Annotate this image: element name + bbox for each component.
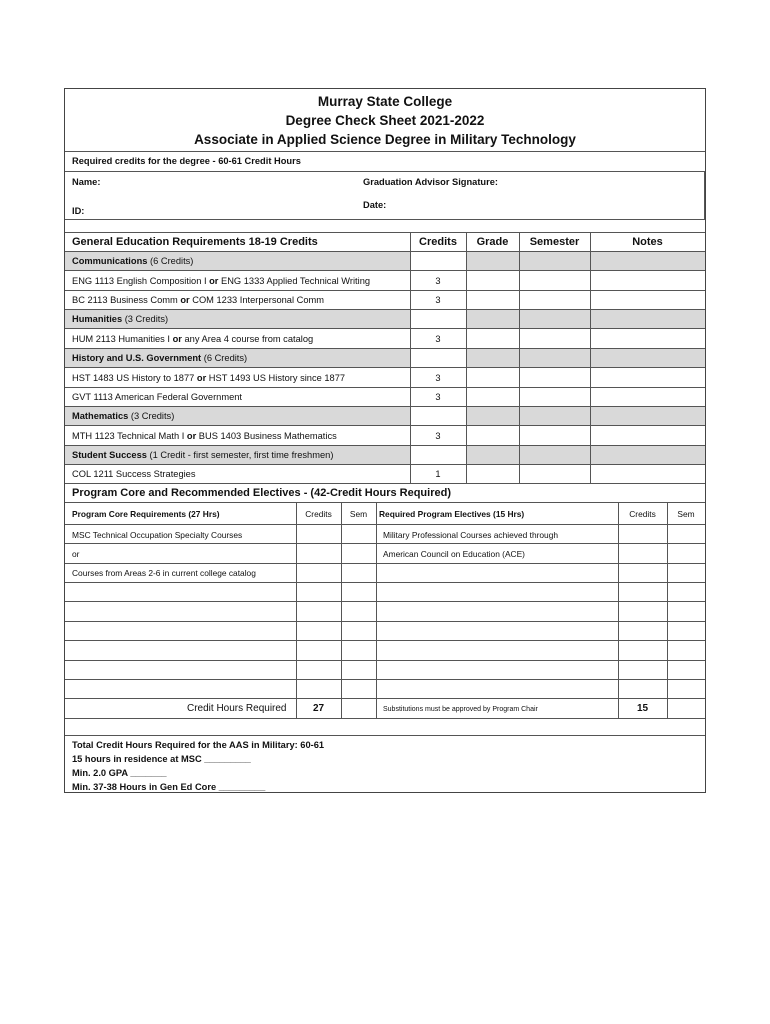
elective-sem-header: Sem <box>677 509 695 519</box>
course-row: BC 2113 Business Comm or COM 1233 Interpersonal Comm <box>72 295 324 305</box>
core-credits-header: Credits <box>305 509 332 519</box>
col-grade: Grade <box>476 236 509 248</box>
col-notes: Notes <box>632 236 663 248</box>
footer-gpa: Min. 2.0 GPA _______ <box>72 768 167 778</box>
footer-gen-ed: Min. 37-38 Hours in Gen Ed Core _________ <box>72 782 266 792</box>
credit-hours-required-label: Credit Hours Required <box>187 703 287 714</box>
footer-residence: 15 hours in residence at MSC _________ <box>72 754 251 764</box>
id-label: ID: <box>72 206 85 216</box>
course-credits: 3 <box>435 373 441 383</box>
core-header: Program Core Requirements (27 Hrs) <box>72 509 220 519</box>
elective-total: 15 <box>636 703 649 714</box>
course-credits: 3 <box>435 295 441 305</box>
col-semester: Semester <box>529 236 580 248</box>
advisor-signature-label: Graduation Advisor Signature: <box>363 177 498 187</box>
group-student-success: Student Success (1 Credit - first semester, first time freshmen) <box>72 450 334 460</box>
course-credits: 3 <box>435 392 441 402</box>
name-label: Name: <box>72 177 101 187</box>
course-row: ENG 1113 English Composition I or ENG 1333 Applied Technical Writing <box>72 276 371 286</box>
date-label: Date: <box>363 200 387 210</box>
group-mathematics: Mathematics (3 Credits) <box>72 411 175 421</box>
elective-row: American Council on Education (ACE) <box>383 549 525 559</box>
course-row: MTH 1123 Technical Math I or BUS 1403 Business Mathematics <box>72 431 337 441</box>
core-row: MSC Technical Occupation Specialty Courses <box>72 530 243 540</box>
required-credits: Required credits for the degree - 60-61 Credit Hours <box>72 156 301 166</box>
course-row: HST 1483 US History to 1877 or HST 1493 US History since 1877 <box>72 373 346 383</box>
core-total: 27 <box>312 703 325 714</box>
footer-total: Total Credit Hours Required for the AAS in Military: 60-61 <box>72 740 325 750</box>
group-humanities: Humanities (3 Credits) <box>72 314 169 324</box>
degree-title: Associate in Applied Science Degree in Military Technology <box>194 132 576 147</box>
degree-check-sheet <box>64 88 706 793</box>
elective-credits-header: Credits <box>629 509 656 519</box>
elective-row: Military Professional Courses achieved through <box>383 530 559 540</box>
core-row: Courses from Areas 2-6 in current college catalog <box>72 568 256 578</box>
col-credits: Credits <box>419 236 457 248</box>
group-history: History and U.S. Government (6 Credits) <box>72 353 248 363</box>
electives-header: Required Program Electives (15 Hrs) <box>379 509 525 519</box>
core-row: or <box>72 549 80 559</box>
sheet-title: Degree Check Sheet 2021-2022 <box>285 113 485 128</box>
substitutions-note: Substitutions must be approved by Program Chair <box>383 706 538 713</box>
course-row: COL 1211 Success Strategies <box>72 469 196 479</box>
course-row: GVT 1113 American Federal Government <box>72 392 243 402</box>
core-sem-header: Sem <box>349 509 368 519</box>
course-credits: 3 <box>435 276 441 286</box>
program-heading: Program Core and Recommended Electives - (42-Credit Hours Required) <box>72 487 451 499</box>
course-row: HUM 2113 Humanities I or any Area 4 course from catalog <box>72 334 314 344</box>
course-credits: 1 <box>435 469 441 479</box>
college-name: Murray State College <box>317 94 453 109</box>
course-credits: 3 <box>435 431 441 441</box>
gen-ed-heading: General Education Requirements 18-19 Credits <box>72 236 318 248</box>
group-communications: Communications (6 Credits) <box>72 256 194 266</box>
course-credits: 3 <box>435 334 441 344</box>
